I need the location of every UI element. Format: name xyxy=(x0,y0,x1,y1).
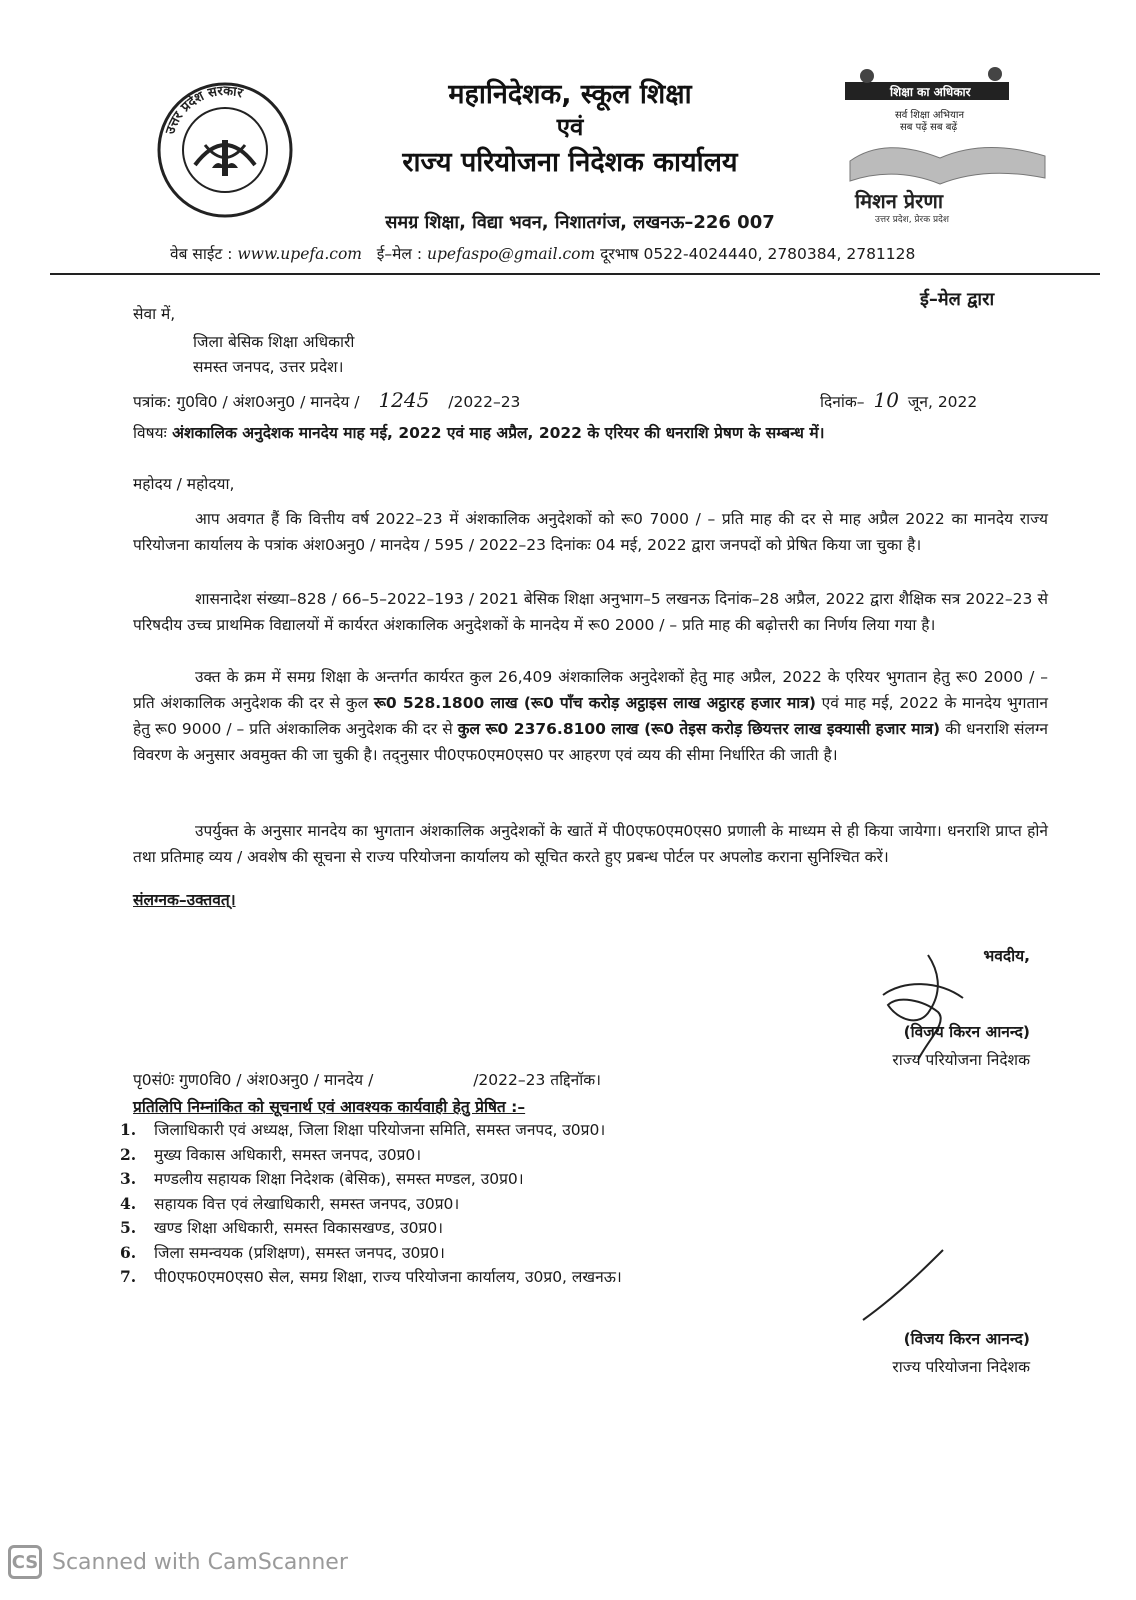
date-rest: जून, 2022 xyxy=(907,393,978,411)
paragraph-3 xyxy=(133,664,1048,768)
svg-text:उत्तर प्रदेश सरकार: उत्तर प्रदेश सरकार xyxy=(163,83,245,137)
cc-heading: प्रतिलिपि निम्नांकित को सूचनार्थ एवं आवश्यक कार्यवाही हेतु प्रेषित :– xyxy=(133,1098,526,1116)
logo-ssa-text: सर्व शिक्षा अभियान xyxy=(895,110,965,121)
logo-rte-text: शिक्षा का अधिकार xyxy=(890,85,971,99)
date-day-handwritten: 10 xyxy=(873,388,899,412)
delivery-mode: ई–मेल द्वारा xyxy=(920,289,995,310)
up-government-seal xyxy=(150,70,300,220)
website-label: वेब साईट : xyxy=(170,245,233,263)
mission-logo-icon xyxy=(845,66,1075,226)
phone-label: दूरभाष xyxy=(600,245,639,263)
copy-ref-tail: /2022–23 तद्दिनॉक। xyxy=(473,1071,602,1089)
phone-numbers: 0522-4024440, 2780384, 2781128 xyxy=(643,245,916,263)
seal-emblem-icon xyxy=(150,70,300,220)
addressee-label: सेवा में, xyxy=(133,305,176,323)
signature-block-1 xyxy=(790,942,1030,1074)
p3-april-amount: रू0 528.1800 लाख (रू0 पाँच करोड़ अट्ठाइस लाख अट्ठारह हजार मात्र) xyxy=(373,694,816,712)
email-label: ई–मेल : xyxy=(376,245,423,263)
signatory-name: (विजय किरन आनन्द) xyxy=(903,1023,1030,1041)
camscanner-watermark xyxy=(8,1545,348,1579)
logo-caption-text: उत्तर प्रदेश, प्रेरक प्रदेश xyxy=(875,215,950,225)
letter-date xyxy=(820,388,977,412)
header-title-line3: राज्य परियोजना निदेशक कार्यालय xyxy=(402,147,738,178)
email-link[interactable]: upefaspo@gmail.com xyxy=(427,245,596,263)
cc-list xyxy=(120,1118,820,1290)
salutation: महोदय / महोदया, xyxy=(133,475,235,493)
list-item: 5. खण्ड शिक्षा अधिकारी, समस्त विकासखण्ड, उ0प्र0। xyxy=(120,1218,444,1237)
paragraph-4: उपर्युक्त के अनुसार मानदेय का भुगतान अंशकालिक अनुदेशकों के खातें में पी0एफ0एम0एस0 प्रणाली के माध्यम से ही किया जायेगा। धनराशि प्राप्त होने तथा प्रतिमाह व्यय / अवशेष की सूचना से राज्य परियोजना कार्यालय को सूचित करते हुए प्रबन्ध पोर्टल पर अपलोड कराना सुनिश्चित करें। xyxy=(133,822,1048,866)
signature-block-2 xyxy=(780,1325,1030,1381)
header-title-line1: महानिदेशक, स्कूल शिक्षा xyxy=(448,79,692,110)
signatory-2-name: (विजय किरन आनन्द) xyxy=(903,1330,1030,1348)
list-item: 7. पी0एफ0एम0एस0 सेल, समग्र शिक्षा, राज्य परियोजना कार्यालय, उ0प्र0, लखनऊ। xyxy=(120,1267,622,1286)
addressee-line1: जिला बेसिक शिक्षा अधिकारी xyxy=(193,333,355,351)
list-item: 2. मुख्य विकास अधिकारी, समस्त जनपद, उ0प्र0। xyxy=(120,1144,422,1164)
contact-line xyxy=(170,242,1030,264)
signature-closing: भवदीय, xyxy=(983,947,1030,965)
addressee-line2: समस्त जनपद, उत्तर प्रदेश। xyxy=(193,358,344,376)
subject-line xyxy=(133,420,1048,446)
p3-part-e: की धनराशि संलग्न विवरण के अनुसार अवमुक्त की जा चुकी है। तद्नुसार पी0एफ0एम0एस0 पर आहरण एवं व्यय की सीमा निर्धारित की जाती है। xyxy=(133,720,1048,764)
ref-text: गु0वि0 / अंश0अनु0 / मानदेय / xyxy=(176,393,360,411)
enclosure-note: संलग्नक–उक्तवत्। xyxy=(133,891,236,909)
ref-year: /2022–23 xyxy=(448,393,521,411)
header-divider xyxy=(50,273,1100,275)
paragraph-2: शासनादेश संख्या–828 / 66–5–2022–193 / 2021 बेसिक शिक्षा अनुभाग–5 लखनऊ दिनांक–28 अप्रैल, 2022 द्वारा शैक्षिक सत्र 2022–23 से परिषदीय उच्च प्राथमिक विद्यालयों में कार्यरत अंशकालिक अनुदेशकों के मानदेय में रू0 2000 / – प्रति माह की बढ़ोत्तरी का निर्णय लिया गया है। xyxy=(133,590,1048,634)
p3-may-amount: कुल रू0 2376.8100 लाख (रू0 तेइस करोड़ छियत्तर लाख इक्यासी हजार मात्र) xyxy=(457,720,941,738)
list-item: 4. सहायक वित्त एवं लेखाधिकारी, समस्त जनपद, उ0प्र0। xyxy=(120,1193,460,1213)
ref-label: पत्रांक: xyxy=(133,393,172,411)
logo-tagline-text: सब पढ़ें सब बढ़ें xyxy=(900,122,958,133)
list-item: 1. जिलाधिकारी एवं अध्यक्ष, जिला शिक्षा परियोजना समिति, समस्त जनपद, उ0प्र0। xyxy=(120,1120,606,1139)
list-item: 6. जिला समन्वयक (प्रशिक्षण), समस्त जनपद, उ0प्र0। xyxy=(120,1242,445,1262)
logo-mission-text: मिशन प्रेरणा xyxy=(855,189,944,213)
camscanner-text: Scanned with CamScanner xyxy=(52,1549,348,1575)
signatory-designation: राज्य परियोजना निदेशक xyxy=(892,1051,1030,1069)
paragraph-1: आप अवगत हैं कि वित्तीय वर्ष 2022–23 में अंशकालिक अनुदेशकों को रू0 7000 / – प्रति माह की दर से माह अप्रैल 2022 का मानदेय राज्य परियोजना कार्यालय के पत्रांक अंश0अनु0 / मानदेय / 595 / 2022–23 दिनांकः 04 मई, 2022 द्वारा जनपदों को प्रेषित किया जा चुका है। xyxy=(133,510,1048,554)
copy-ref-text: पृ0सं0ः गुण0वि0 / अंश0अनु0 / मानदेय / xyxy=(133,1071,374,1089)
mission-prerna-logo xyxy=(845,66,1075,226)
ref-handwritten-number: 1245 xyxy=(378,388,430,412)
header-title-line2: एवं xyxy=(556,113,584,141)
website-link[interactable]: www.upefa.com xyxy=(237,245,362,263)
reference-number xyxy=(133,388,520,412)
p3-part-c: एवं माह मई, 2022 के मानदेय भुगतान हेतु रू0 9000 / – प्रति अंशकालिक अनुदेशक की दर से xyxy=(133,694,1048,738)
subject-text: अंशकालिक अनुदेशक मानदेय माह मई, 2022 एवं माह अप्रैल, 2022 के एरियर की धनराशि प्रेषण के सम्बन्ध में। xyxy=(172,424,825,442)
date-label: दिनांक– xyxy=(820,393,865,411)
copy-reference xyxy=(133,1068,601,1090)
list-item: 3. मण्डलीय सहायक शिक्षा निदेशक (बेसिक), समस्त मण्डल, उ0प्र0। xyxy=(120,1169,524,1188)
signatory-2-designation: राज्य परियोजना निदेशक xyxy=(892,1358,1030,1376)
office-address: समग्र शिक्षा, विद्या भवन, निशातगंज, लखनऊ–226 007 xyxy=(385,212,775,233)
subject-label: विषयः xyxy=(133,424,167,442)
camscanner-icon: CS xyxy=(8,1545,42,1579)
p3-part-a: उक्त के क्रम में समग्र शिक्षा के अन्तर्गत कार्यरत कुल 26,409 अंशकालिक अनुदेशकों हेतु माह अप्रैल, 2022 के एरियर भुगतान हेतु रू0 2000 / – प्रति अंशकालिक अनुदेशक की दर से कुल xyxy=(133,668,1048,712)
signature-2-graphic xyxy=(858,1245,948,1325)
